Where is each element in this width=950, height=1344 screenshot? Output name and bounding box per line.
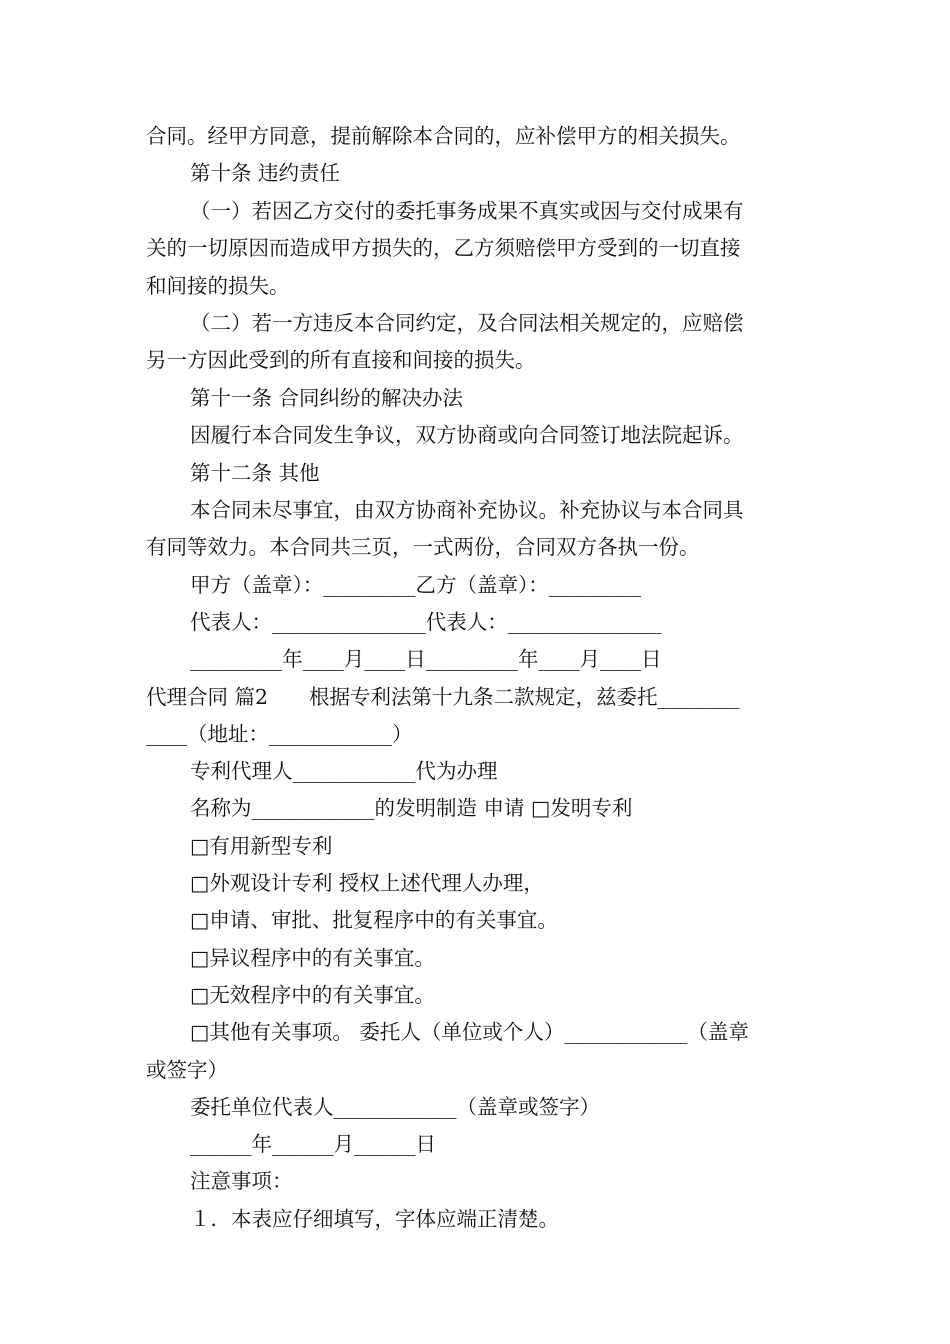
- text-line: 合同。经甲方同意，提前解除本合同的，应补偿甲方的相关损失。: [146, 124, 741, 148]
- text-line: 关的一切原因而造成甲方损失的，乙方须赔偿甲方受到的一切直接: [146, 236, 741, 260]
- checkbox-line: □有用新型专利: [190, 834, 333, 858]
- article-heading: 第十一条 合同纠纷的解决办法: [190, 386, 464, 410]
- article-heading: 第十二条 其他: [190, 461, 320, 485]
- date-line: ______年______月______日: [190, 1132, 436, 1156]
- section-title-line: 代理合同 篇2 根据专利法第十九条二款规定，兹委托________: [146, 685, 740, 709]
- text-line: （一）若因乙方交付的委托事务成果不真实或因与交付成果有: [190, 199, 744, 223]
- checkbox-line: □申请、审批、批复程序中的有关事宜。: [190, 908, 558, 932]
- checkbox-line: □异议程序中的有关事宜。: [190, 946, 435, 970]
- text-line: 有同等效力。本合同共三页，一式两份，合同双方各执一份。: [146, 535, 700, 559]
- text-line: （二）若一方违反本合同约定，及合同法相关规定的，应赔偿: [190, 311, 744, 335]
- text-line: 因履行本合同发生争议，双方协商或向合同签订地法院起诉。: [190, 423, 744, 447]
- text-line: ____（地址：____________）: [146, 722, 413, 746]
- text-line: 专利代理人____________代为办理: [190, 759, 498, 783]
- text-line: 本合同未尽事宜，由双方协商补充协议。补充协议与本合同具: [190, 498, 744, 522]
- article-heading: 第十条 违约责任: [190, 161, 341, 185]
- date-line: _________年____月____日_________年____月____日: [190, 647, 662, 671]
- notes-heading: 注意事项：: [190, 1169, 293, 1193]
- signature-line: 甲方（盖章）：_________乙方（盖章）：_________: [190, 573, 641, 597]
- checkbox-line: □其他有关事项。 委托人（单位或个人）____________（盖章: [190, 1020, 749, 1044]
- text-line: 或签字）: [146, 1058, 228, 1082]
- checkbox-line: □无效程序中的有关事宜。: [190, 983, 435, 1007]
- text-line: 另一方因此受到的所有直接和间接的损失。: [146, 348, 536, 372]
- text-line: 名称为____________的发明制造 申请 □发明专利: [190, 796, 633, 820]
- text-line: 和间接的损失。: [146, 274, 290, 298]
- signature-line: 委托单位代表人____________（盖章或签字）: [190, 1095, 600, 1119]
- checkbox-line: □外观设计专利 授权上述代理人办理，: [190, 871, 544, 895]
- note-item: １．本表应仔细填写，字体应端正清楚。: [190, 1207, 559, 1231]
- signature-line: 代表人：_______________代表人：_______________: [190, 610, 662, 634]
